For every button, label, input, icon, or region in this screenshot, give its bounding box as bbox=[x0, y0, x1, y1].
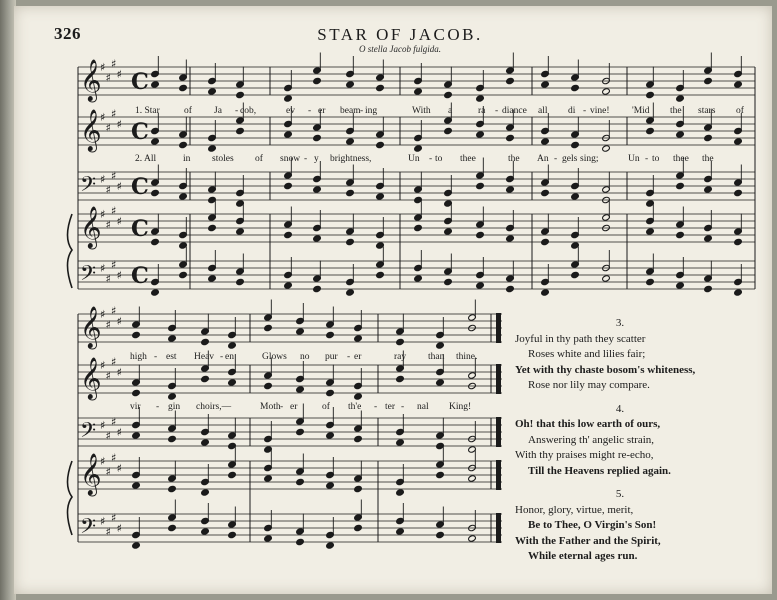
quarter-note bbox=[506, 186, 515, 193]
quarter-note bbox=[132, 331, 141, 338]
lyric-syllable: 'Mid bbox=[632, 106, 650, 116]
quarter-note bbox=[646, 278, 655, 285]
lyric-syllable: no bbox=[300, 352, 310, 362]
lyric-syllable: vir bbox=[130, 402, 141, 412]
quarter-note bbox=[168, 524, 177, 531]
sharp-sign: ♯ bbox=[105, 272, 111, 286]
sharp-sign: ♯ bbox=[105, 525, 111, 539]
quarter-note bbox=[208, 275, 217, 282]
sharp-sign: ♯ bbox=[105, 121, 111, 135]
quarter-note bbox=[354, 524, 363, 531]
sharp-sign: ♯ bbox=[105, 71, 111, 85]
lyric-syllable: thee bbox=[673, 154, 689, 164]
quarter-note bbox=[132, 389, 141, 396]
quarter-note bbox=[506, 235, 515, 242]
sharp-sign: ♯ bbox=[116, 366, 122, 379]
quarter-note bbox=[444, 228, 453, 235]
song-title: STAR OF JACOB. bbox=[317, 25, 483, 44]
quarter-note bbox=[296, 478, 305, 485]
lyric-syllable: choirs,— bbox=[196, 402, 232, 412]
lyric-syllable: cob, bbox=[240, 106, 257, 116]
sharp-sign: ♯ bbox=[116, 180, 122, 193]
lyric-syllable: gin bbox=[168, 402, 181, 412]
lyric-syllable: di bbox=[568, 106, 576, 116]
lyric-syllable: - bbox=[235, 106, 239, 116]
treble-clef: 𝄞 bbox=[80, 305, 102, 349]
lyric-syllable: 1. Star bbox=[135, 106, 160, 116]
quarter-note bbox=[179, 84, 188, 91]
sharp-sign: ♯ bbox=[116, 315, 122, 328]
quarter-note bbox=[151, 289, 160, 296]
quarter-note bbox=[541, 138, 550, 145]
sharp-sign: ♯ bbox=[111, 304, 117, 318]
lyric-syllable: snow bbox=[280, 154, 301, 164]
verse-line: Roses white and lilies fair; bbox=[528, 348, 646, 360]
sharp-sign: ♯ bbox=[116, 426, 122, 439]
quarter-note bbox=[132, 542, 141, 549]
lyric-syllable: pur bbox=[325, 352, 338, 362]
quarter-note bbox=[571, 84, 580, 91]
quarter-note bbox=[228, 379, 237, 386]
quarter-note bbox=[704, 134, 713, 141]
quarter-note bbox=[179, 193, 188, 200]
lyric-syllable: to bbox=[652, 154, 660, 164]
quarter-note bbox=[179, 141, 188, 148]
quarter-note bbox=[414, 275, 423, 282]
quarter-note bbox=[704, 186, 713, 193]
lyric-syllable: er bbox=[354, 352, 362, 362]
lyric-syllable: ra bbox=[478, 106, 486, 116]
lyric-syllable: the bbox=[508, 154, 520, 164]
lyric-syllable: King! bbox=[449, 402, 472, 412]
lyric-syllable: beam bbox=[340, 106, 361, 116]
sharp-sign: ♯ bbox=[116, 118, 122, 131]
quarter-note bbox=[313, 285, 322, 292]
lyric-syllable: An bbox=[537, 154, 549, 164]
bass-clef: 𝄢 bbox=[80, 514, 97, 544]
lyric-syllable: Moth bbox=[260, 402, 281, 412]
quarter-note bbox=[376, 271, 385, 278]
sharp-sign: ♯ bbox=[111, 204, 117, 218]
verse-4 bbox=[515, 402, 755, 480]
verse-line: Yet with thy chaste bosom's whiteness, bbox=[515, 363, 696, 376]
quarter-note bbox=[284, 282, 293, 289]
sharp-sign: ♯ bbox=[105, 429, 111, 443]
quarter-note bbox=[676, 282, 685, 289]
common-time-sign: C bbox=[131, 69, 149, 95]
treble-clef: 𝄞 bbox=[80, 108, 102, 152]
quarter-note bbox=[676, 182, 685, 189]
sharp-sign: ♯ bbox=[111, 169, 117, 183]
quarter-note bbox=[346, 189, 355, 196]
lyric-syllable: - bbox=[347, 352, 351, 362]
lyric-syllable: a bbox=[448, 106, 453, 116]
quarter-note bbox=[264, 475, 273, 482]
quarter-note bbox=[296, 386, 305, 393]
quarter-note bbox=[734, 81, 743, 88]
quarter-note bbox=[326, 389, 335, 396]
sharp-sign: ♯ bbox=[111, 258, 117, 272]
quarter-note bbox=[734, 238, 743, 245]
quarter-note bbox=[476, 182, 485, 189]
quarter-note bbox=[571, 141, 580, 148]
quarter-note bbox=[476, 95, 485, 102]
lyric-syllable: Glows bbox=[262, 352, 287, 362]
verse-line: With the Father and the Spirit, bbox=[515, 534, 661, 547]
lyric-syllable: diance bbox=[502, 106, 527, 116]
quarter-note bbox=[151, 189, 160, 196]
verse-line: Till the Heavens replied again. bbox=[528, 464, 671, 477]
quarter-note bbox=[506, 77, 515, 84]
treble-clef: 𝄞 bbox=[80, 58, 102, 102]
quarter-note bbox=[228, 471, 237, 478]
quarter-note bbox=[132, 432, 141, 439]
quarter-note bbox=[201, 439, 210, 446]
sharp-sign: ♯ bbox=[116, 215, 122, 228]
sharp-sign: ♯ bbox=[116, 522, 122, 535]
sharp-sign: ♯ bbox=[105, 465, 111, 479]
lyric-syllable: than bbox=[428, 352, 445, 362]
quarter-note bbox=[704, 77, 713, 84]
lyric-syllable: - bbox=[374, 402, 378, 412]
lyric-syllable: in bbox=[183, 154, 191, 164]
verse-line: Answering th' angelic strain, bbox=[528, 433, 655, 446]
lyric-syllable: - bbox=[554, 154, 558, 164]
quarter-note bbox=[541, 189, 550, 196]
quarter-note bbox=[346, 289, 355, 296]
sharp-sign: ♯ bbox=[100, 111, 106, 124]
lyric-syllable: Ja bbox=[214, 106, 222, 116]
common-time-sign: C bbox=[131, 216, 149, 242]
quarter-note bbox=[396, 375, 405, 382]
quarter-note bbox=[376, 193, 385, 200]
quarter-note bbox=[284, 182, 293, 189]
lyric-syllable: Un bbox=[628, 154, 640, 164]
treble-clef: 𝄞 bbox=[80, 205, 102, 249]
staff-brace bbox=[68, 461, 73, 535]
quarter-note bbox=[396, 439, 405, 446]
lyric-syllable: - bbox=[308, 106, 312, 116]
quarter-note bbox=[168, 485, 177, 492]
quarter-note bbox=[208, 145, 217, 152]
lyric-syllable: Heav bbox=[194, 352, 215, 362]
quarter-note bbox=[208, 88, 217, 95]
sharp-sign: ♯ bbox=[105, 218, 111, 232]
verse-number: 4. bbox=[615, 402, 625, 415]
sharp-sign: ♯ bbox=[111, 511, 117, 525]
treble-clef: 𝄞 bbox=[80, 452, 102, 496]
quarter-note bbox=[313, 77, 322, 84]
verse-number: 3. bbox=[615, 317, 625, 329]
lyric-syllable: of bbox=[322, 402, 330, 412]
quarter-note bbox=[201, 375, 210, 382]
quarter-note bbox=[506, 134, 515, 141]
lyric-syllable: stoles bbox=[212, 154, 234, 164]
quarter-note bbox=[284, 95, 293, 102]
verse-5 bbox=[515, 487, 755, 565]
lyric-syllable: thee bbox=[460, 154, 476, 164]
lyric-syllable: - bbox=[304, 154, 308, 164]
sharp-sign: ♯ bbox=[105, 183, 111, 197]
lyric-syllable: - bbox=[495, 106, 499, 116]
lyric-syllable: stars bbox=[698, 106, 716, 116]
quarter-note bbox=[646, 91, 655, 98]
lyric-syllable: en bbox=[225, 352, 234, 362]
verse-line: With thy praises might re-echo, bbox=[515, 449, 654, 461]
lyric-syllable: est bbox=[166, 352, 177, 362]
quarter-note bbox=[571, 271, 580, 278]
lyric-syllable: gels bbox=[562, 154, 578, 164]
lyric-syllable: of bbox=[184, 106, 192, 116]
lyric-syllable: th'e bbox=[348, 402, 362, 412]
quarter-note bbox=[264, 535, 273, 542]
final-barline bbox=[496, 313, 501, 343]
lyric-syllable: ing bbox=[365, 106, 378, 116]
quarter-note bbox=[296, 328, 305, 335]
sharp-sign: ♯ bbox=[100, 455, 106, 468]
quarter-note bbox=[151, 138, 160, 145]
sharp-sign: ♯ bbox=[116, 269, 122, 282]
quarter-note bbox=[704, 235, 713, 242]
lyric-syllable: ev bbox=[286, 106, 295, 116]
quarter-note bbox=[354, 393, 363, 400]
quarter-note bbox=[414, 145, 423, 152]
bass-clef: 𝄢 bbox=[80, 172, 97, 202]
quarter-note bbox=[151, 81, 160, 88]
lyric-syllable: - bbox=[360, 106, 364, 116]
quarter-note bbox=[376, 84, 385, 91]
lyric-syllable: of bbox=[736, 106, 744, 116]
quarter-note bbox=[476, 231, 485, 238]
quarter-note bbox=[264, 382, 273, 389]
quarter-note bbox=[676, 231, 685, 238]
final-barline bbox=[496, 460, 501, 490]
lyric-syllable: - bbox=[280, 402, 284, 412]
quarter-note bbox=[208, 224, 217, 231]
lyric-syllable: y bbox=[314, 154, 319, 164]
quarter-note bbox=[541, 81, 550, 88]
lyric-syllable: With bbox=[412, 106, 431, 116]
lyric-syllable: sing; bbox=[580, 154, 599, 164]
quarter-note bbox=[396, 489, 405, 496]
quarter-note bbox=[376, 141, 385, 148]
quarter-note bbox=[354, 435, 363, 442]
lyric-syllable: - bbox=[220, 352, 224, 362]
quarter-note bbox=[354, 485, 363, 492]
lyric-syllable: er bbox=[290, 402, 298, 412]
quarter-note bbox=[646, 127, 655, 134]
quarter-note bbox=[414, 88, 423, 95]
quarter-note bbox=[168, 435, 177, 442]
quarter-note bbox=[201, 489, 210, 496]
quarter-note bbox=[444, 91, 453, 98]
lyric-syllable: thine. bbox=[456, 352, 478, 362]
sharp-sign: ♯ bbox=[111, 107, 117, 121]
lyric-syllable: - bbox=[645, 154, 649, 164]
quarter-note bbox=[313, 186, 322, 193]
quarter-note bbox=[313, 235, 322, 242]
half-note bbox=[468, 475, 477, 482]
bass-clef: 𝄢 bbox=[80, 261, 97, 291]
verse-line: Joyful in thy path they scatter bbox=[515, 332, 646, 345]
lyric-syllable: - bbox=[401, 402, 405, 412]
verse-line: Be to Thee, O Virgin's Son! bbox=[528, 519, 657, 531]
quarter-note bbox=[506, 285, 515, 292]
lyric-syllable: all bbox=[538, 106, 548, 116]
final-barline bbox=[496, 364, 501, 394]
lyric-syllable: the bbox=[670, 106, 682, 116]
quarter-note bbox=[264, 324, 273, 331]
sharp-sign: ♯ bbox=[100, 515, 106, 528]
quarter-note bbox=[476, 131, 485, 138]
sharp-sign: ♯ bbox=[100, 262, 106, 275]
lyric-syllable: the bbox=[702, 154, 714, 164]
quarter-note bbox=[436, 471, 445, 478]
quarter-note bbox=[346, 138, 355, 145]
staff-brace bbox=[68, 214, 73, 288]
final-barline bbox=[496, 417, 501, 447]
quarter-note bbox=[444, 278, 453, 285]
quarter-note bbox=[436, 342, 445, 349]
verse-number: 5. bbox=[615, 488, 625, 500]
lyric-syllable: 2. All bbox=[135, 154, 157, 164]
lyric-syllable: - bbox=[583, 106, 587, 116]
sharp-sign: ♯ bbox=[100, 173, 106, 186]
final-barline bbox=[496, 513, 501, 543]
sharp-sign: ♯ bbox=[100, 359, 106, 372]
half-note bbox=[602, 88, 611, 95]
lyric-syllable: of bbox=[255, 154, 263, 164]
quarter-note bbox=[704, 285, 713, 292]
quarter-note bbox=[354, 335, 363, 342]
sharp-sign: ♯ bbox=[116, 462, 122, 475]
quarter-note bbox=[436, 531, 445, 538]
lyric-syllable: nal bbox=[417, 402, 429, 412]
lyric-syllable: - bbox=[156, 402, 160, 412]
quarter-note bbox=[151, 238, 160, 245]
common-time-sign: C bbox=[131, 263, 149, 289]
quarter-note bbox=[296, 428, 305, 435]
half-note bbox=[468, 535, 477, 542]
half-note bbox=[602, 275, 611, 282]
quarter-note bbox=[236, 228, 245, 235]
quarter-note bbox=[346, 81, 355, 88]
quarter-note bbox=[444, 127, 453, 134]
lyric-syllable: vine! bbox=[590, 106, 610, 116]
quarter-note bbox=[179, 271, 188, 278]
quarter-note bbox=[541, 238, 550, 245]
sharp-sign: ♯ bbox=[105, 318, 111, 332]
common-time-sign: C bbox=[131, 174, 149, 200]
sharp-sign: ♯ bbox=[111, 415, 117, 429]
lyric-syllable: to bbox=[435, 154, 443, 164]
sharp-sign: ♯ bbox=[111, 355, 117, 369]
quarter-note bbox=[676, 95, 685, 102]
quarter-note bbox=[734, 289, 743, 296]
verse-line: Oh! that this low earth of ours, bbox=[515, 418, 661, 430]
quarter-note bbox=[676, 131, 685, 138]
quarter-note bbox=[296, 538, 305, 545]
verse-line: While eternal ages run. bbox=[528, 550, 638, 562]
quarter-note bbox=[168, 335, 177, 342]
quarter-note bbox=[541, 289, 550, 296]
additional-verses bbox=[515, 316, 755, 573]
sharp-sign: ♯ bbox=[100, 61, 106, 74]
lyric-syllable: brightness, bbox=[330, 154, 372, 164]
lyric-syllable: high bbox=[130, 352, 147, 362]
quarter-note bbox=[284, 131, 293, 138]
quarter-note bbox=[326, 482, 335, 489]
bass-clef: 𝄢 bbox=[80, 418, 97, 448]
quarter-note bbox=[313, 134, 322, 141]
verse-3 bbox=[515, 316, 755, 394]
quarter-note bbox=[326, 331, 335, 338]
quarter-note bbox=[326, 432, 335, 439]
lyric-syllable: - bbox=[154, 352, 158, 362]
quarter-note bbox=[646, 228, 655, 235]
sharp-sign: ♯ bbox=[105, 369, 111, 383]
half-note bbox=[602, 145, 611, 152]
common-time-sign: C bbox=[131, 119, 149, 145]
verse-line: Honor, glory, virtue, merit, bbox=[515, 503, 634, 516]
quarter-note bbox=[236, 127, 245, 134]
quarter-note bbox=[201, 528, 210, 535]
treble-clef: 𝄞 bbox=[80, 356, 102, 400]
verse-line: Rose nor lily may compare. bbox=[528, 379, 650, 391]
quarter-note bbox=[228, 531, 237, 538]
sharp-sign: ♯ bbox=[116, 68, 122, 81]
quarter-note bbox=[168, 393, 177, 400]
song-subtitle: O stella Jacob fulgida. bbox=[359, 44, 441, 54]
quarter-note bbox=[284, 231, 293, 238]
lyric-syllable: er bbox=[318, 106, 326, 116]
quarter-note bbox=[346, 238, 355, 245]
lyric-syllable: Un bbox=[408, 154, 420, 164]
quarter-note bbox=[236, 278, 245, 285]
quarter-note bbox=[132, 482, 141, 489]
lyric-syllable: ter bbox=[385, 402, 396, 412]
quarter-note bbox=[571, 193, 580, 200]
quarter-note bbox=[476, 282, 485, 289]
quarter-note bbox=[734, 138, 743, 145]
lyric-syllable: - bbox=[429, 154, 433, 164]
quarter-note bbox=[201, 338, 210, 345]
sharp-sign: ♯ bbox=[100, 208, 106, 221]
sharp-sign: ♯ bbox=[111, 57, 117, 71]
quarter-note bbox=[396, 338, 405, 345]
page-number: 326 bbox=[54, 24, 81, 43]
quarter-note bbox=[436, 379, 445, 386]
sharp-sign: ♯ bbox=[100, 308, 106, 321]
sharp-sign: ♯ bbox=[100, 419, 106, 432]
quarter-note bbox=[414, 224, 423, 231]
quarter-note bbox=[326, 542, 335, 549]
quarter-note bbox=[236, 91, 245, 98]
quarter-note bbox=[734, 189, 743, 196]
quarter-note bbox=[228, 342, 237, 349]
quarter-note bbox=[396, 528, 405, 535]
sharp-sign: ♯ bbox=[111, 451, 117, 465]
lyric-syllable: ray bbox=[394, 352, 407, 362]
